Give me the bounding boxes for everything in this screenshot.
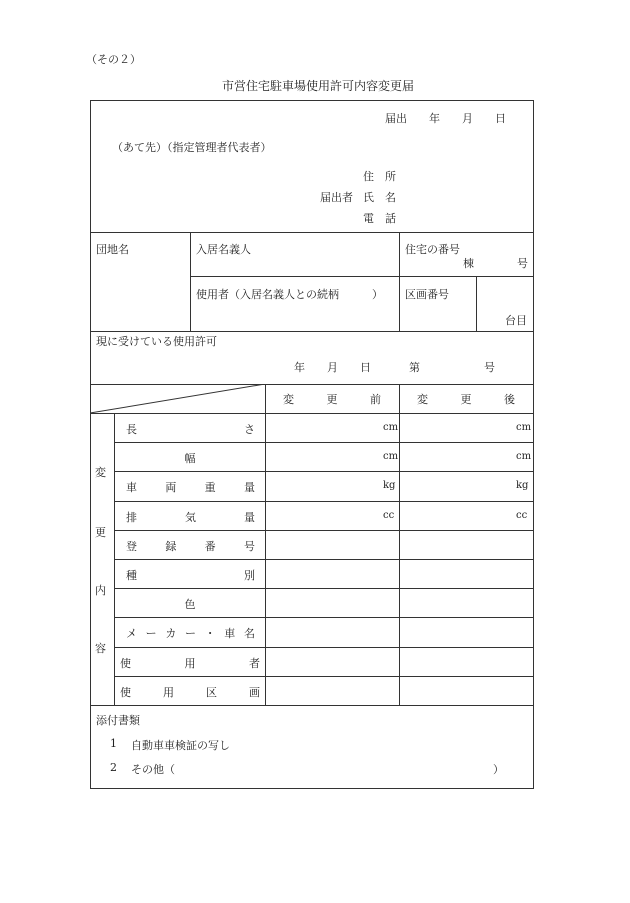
change-item-label: 使 用 者 <box>120 657 260 670</box>
lot-number-label: 区画番号 <box>405 288 449 301</box>
current-permit-label: 現に受けている使用許可 <box>96 335 217 348</box>
row-divider <box>114 501 534 502</box>
housing-number-label: 住宅の番号 <box>405 243 460 256</box>
form-title: 市営住宅駐車場使用許可内容変更届 <box>222 79 415 93</box>
permit-dai: 第 <box>409 361 420 374</box>
change-item-label: 登 録 番 号 <box>126 540 255 553</box>
change-item-label: 排 気 量 <box>126 511 255 524</box>
row-divider <box>114 530 534 531</box>
tenant-name-label: 入居名義人 <box>196 243 251 256</box>
change-item-label: 幅 <box>184 452 196 465</box>
danchi-label: 団地名 <box>96 243 129 256</box>
unit-number-label: 号 <box>517 257 528 270</box>
submission-date: 届出 年 月 日 <box>385 112 506 125</box>
attachment-1-text: 自動車車検証の写し <box>131 739 230 752</box>
permit-date: 年 月 日 <box>294 361 371 374</box>
addressee: （あて先）（指定管理者代表者） <box>112 141 272 154</box>
row-divider <box>114 647 534 648</box>
user-label: 使用者（入居名義人との続柄 ） <box>196 288 383 301</box>
vehicle-count-label: 台目 <box>505 314 527 327</box>
diagonal-line <box>90 384 265 413</box>
change-item-label: 長 さ <box>126 423 255 436</box>
row-divider <box>114 442 534 443</box>
address-label: 住 所 <box>363 170 396 183</box>
attachments-label: 添付書類 <box>96 714 140 727</box>
side-label-1: 変 <box>95 466 106 479</box>
attachment-1-number: 1 <box>110 737 117 750</box>
row-divider <box>114 471 534 472</box>
applicant-label: 届出者 <box>320 191 353 204</box>
row-divider <box>114 676 534 677</box>
before-header: 変 更 前 <box>283 393 381 406</box>
building-label: 棟 <box>463 257 474 270</box>
attachment-2-number: 2 <box>110 761 117 774</box>
side-label-2: 更 <box>95 526 106 539</box>
before-unit: cm <box>383 451 399 462</box>
side-label-3: 内 <box>95 584 106 597</box>
before-unit: kg <box>383 480 396 491</box>
change-item-label: 車 両 重 量 <box>126 481 255 494</box>
row-divider <box>114 559 534 560</box>
name-label: 氏 名 <box>363 191 396 204</box>
attachment-2-text: その他（ <box>131 763 175 776</box>
change-item-label: 色 <box>184 598 196 611</box>
after-unit: cc <box>516 510 528 521</box>
page-label: （その２） <box>86 53 141 66</box>
attachment-2-close: ） <box>493 763 504 776</box>
side-label-4: 容 <box>95 642 106 655</box>
change-item-label: 種 別 <box>126 569 255 582</box>
phone-label: 電 話 <box>363 212 396 225</box>
after-unit: cm <box>516 422 532 433</box>
before-unit: cc <box>383 510 395 521</box>
change-item-label: 使 用 区 画 <box>120 686 260 699</box>
row-divider <box>114 588 534 589</box>
after-unit: kg <box>516 480 529 491</box>
after-unit: cm <box>516 451 532 462</box>
after-header: 変 更 後 <box>417 393 515 406</box>
change-item-label: メ ー カ ー ・ 車 名 <box>126 627 255 640</box>
permit-go: 号 <box>484 361 495 374</box>
row-divider <box>114 617 534 618</box>
before-unit: cm <box>383 422 399 433</box>
